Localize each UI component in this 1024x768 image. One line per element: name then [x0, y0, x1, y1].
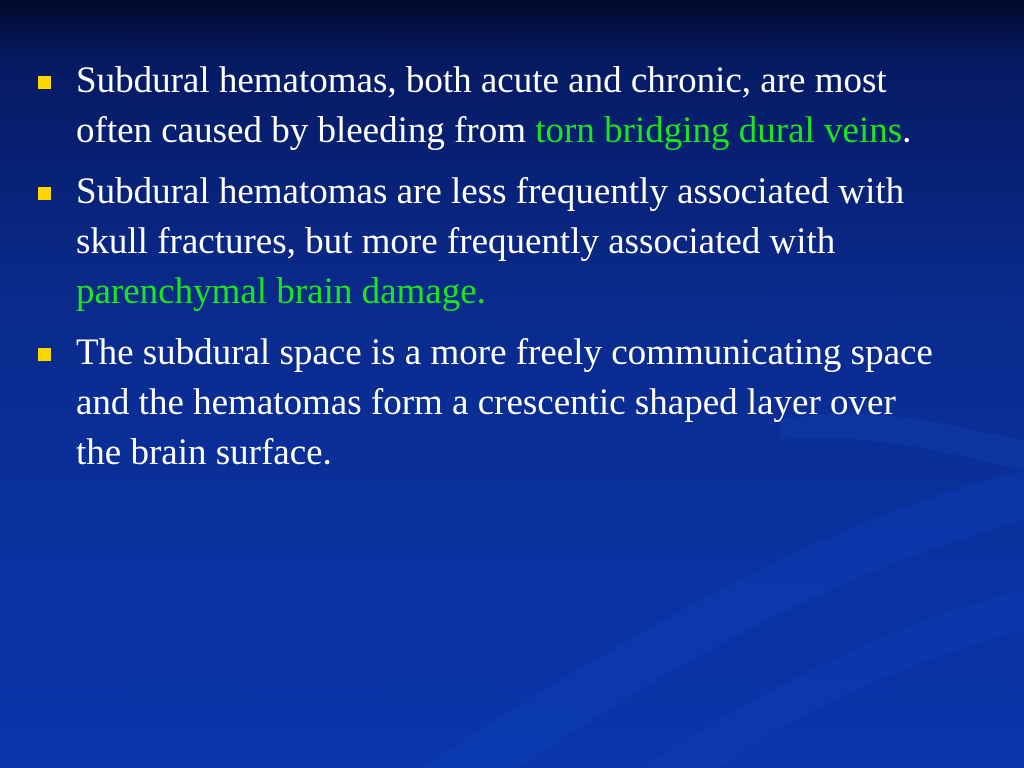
bullet-1-text-end: . — [902, 110, 912, 151]
bullet-3-text: The subdural space is a more freely communicating space and the hematomas form a crescentic shaped layer over the brain surface. — [76, 332, 933, 473]
bullet-square-icon — [38, 187, 51, 200]
bullet-1-highlight: torn bridging dural veins — [535, 110, 903, 151]
bullet-square-icon — [38, 348, 51, 361]
bullet-item-2 — [36, 167, 936, 317]
bullet-item-1 — [36, 56, 936, 156]
bullet-item-3 — [36, 328, 936, 478]
bullet-square-icon — [38, 76, 51, 89]
bullet-1-text: Subdural hematomas, both acute and chronic, are most often caused by bleeding from — [76, 60, 887, 151]
bullet-2-highlight: parenchymal brain damage. — [76, 271, 486, 312]
bullet-2-text: Subdural hematomas are less frequently associated with skull fractures, but more frequently associated with — [76, 171, 905, 262]
slide-content — [36, 56, 936, 489]
